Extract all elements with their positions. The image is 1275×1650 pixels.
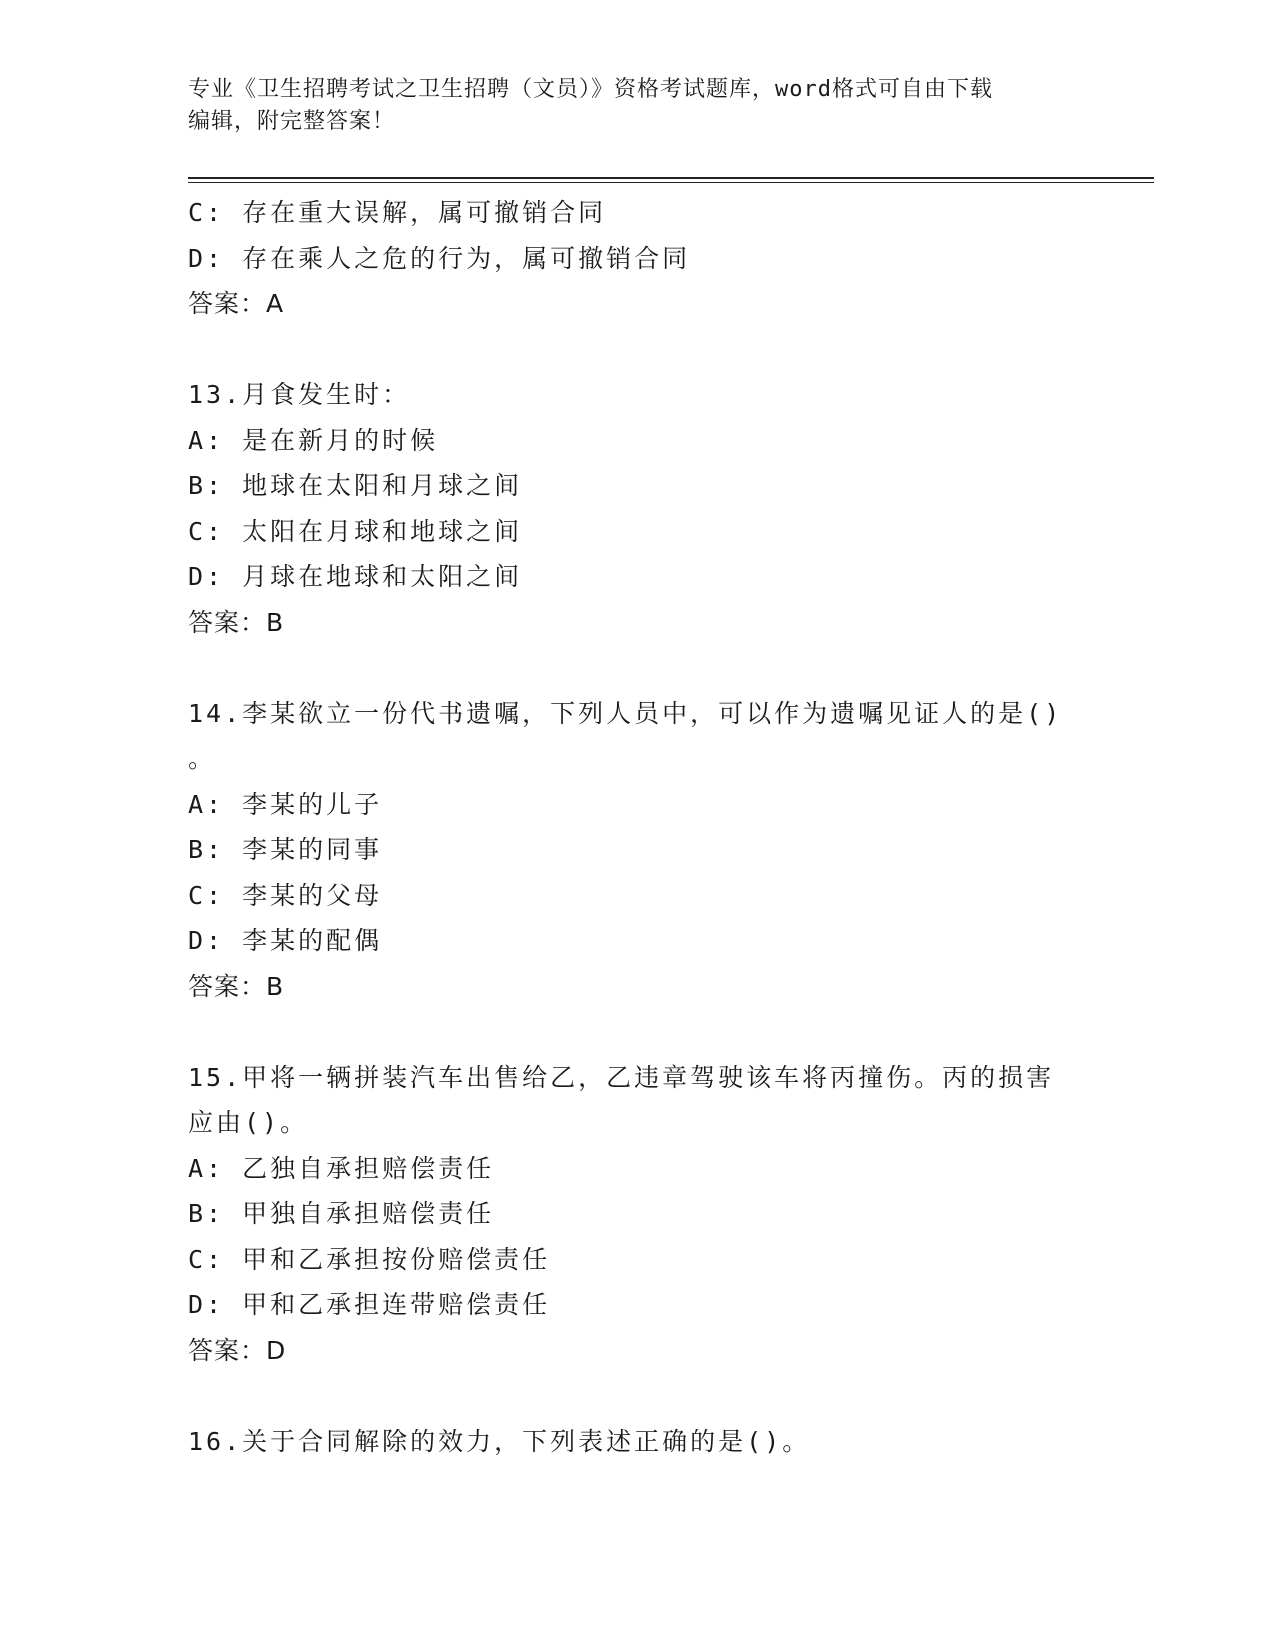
question-stem: 13.月食发生时：: [188, 380, 411, 409]
answer-line: 答案：B: [188, 971, 285, 1001]
option-b: B: 李某的同事: [188, 835, 383, 864]
option-a: A: 乙独自承担赔偿责任: [188, 1153, 495, 1183]
answer-line: 答案：D: [188, 1335, 287, 1365]
header-line-1: 专业《卫生招聘考试之卫生招聘（文员）》资格考试题库，word格式可自由下载: [188, 77, 993, 102]
question-block-carryover: [188, 190, 1088, 327]
question-block-13: [188, 372, 1088, 645]
spacer: [188, 1009, 1088, 1055]
option-d: D: 甲和乙承担连带赔偿责任: [188, 1290, 551, 1319]
option-d: D: 存在乘人之危的行为，属可撤销合同: [188, 243, 691, 273]
option-a: A: 是在新月的时候: [188, 425, 439, 455]
spacer: [188, 1373, 1088, 1419]
option-c: C: 太阳在月球和地球之间: [188, 516, 523, 546]
document-header: [188, 74, 1088, 138]
option-d: D: 月球在地球和太阳之间: [188, 562, 523, 591]
question-stem-continued: 。: [188, 744, 217, 773]
spacer: [188, 327, 1088, 373]
option-c: C: 李某的父母: [188, 880, 383, 910]
option-a: A: 李某的儿子: [188, 789, 383, 819]
option-b: B: 地球在太阳和月球之间: [188, 471, 523, 500]
question-block-14: [188, 691, 1088, 1010]
header-line-2: 编辑，附完整答案！: [188, 109, 396, 134]
option-c: C: 甲和乙承担按份赔偿责任: [188, 1244, 551, 1274]
answer-line: 答案：A: [188, 289, 285, 318]
option-c: C: 存在重大误解，属可撤销合同: [188, 198, 607, 227]
spacer: [188, 645, 1088, 691]
header-divider-thick: [188, 177, 1154, 179]
question-stem: 15.甲将一辆拼装汽车出售给乙，乙违章驾驶该车将丙撞伤。丙的损害: [188, 1062, 1055, 1092]
header-divider-thin: [188, 182, 1154, 183]
question-stem: 14.李某欲立一份代书遗嘱，下列人员中，可以作为遗嘱见证人的是(): [188, 698, 1063, 728]
option-b: B: 甲独自承担赔偿责任: [188, 1199, 495, 1228]
question-block-16: [188, 1419, 1088, 1465]
answer-line: 答案：B: [188, 607, 285, 637]
question-stem: 16.关于合同解除的效力，下列表述正确的是()。: [188, 1426, 811, 1456]
question-block-15: [188, 1055, 1088, 1374]
question-list: [188, 190, 1088, 1464]
option-d: D: 李某的配偶: [188, 926, 383, 955]
question-stem-continued: 应由()。: [188, 1108, 309, 1137]
